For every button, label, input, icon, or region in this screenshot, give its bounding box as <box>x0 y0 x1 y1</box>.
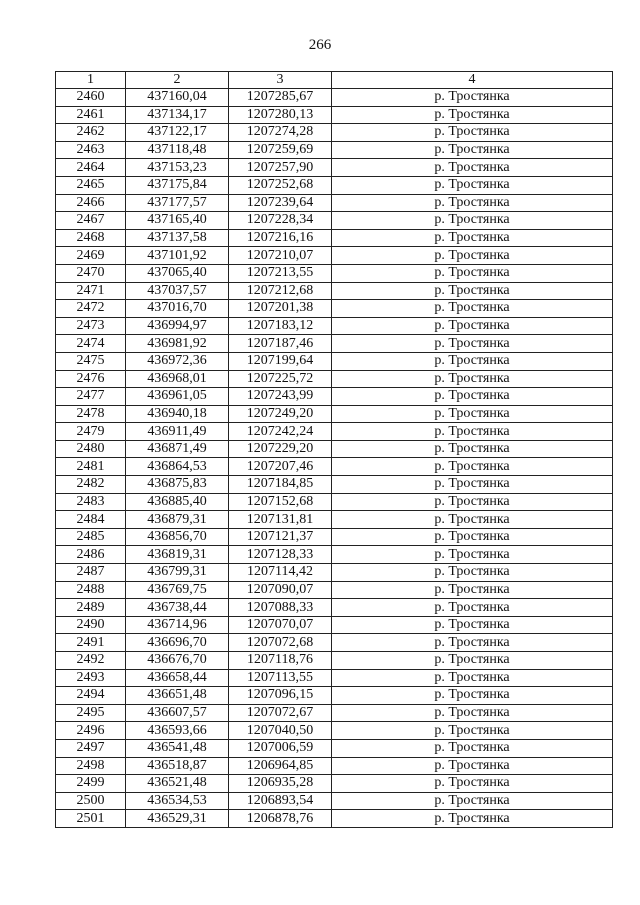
y-coordinate-cell: 1207239,64 <box>229 194 332 212</box>
table-row <box>56 440 613 458</box>
point-number-cell: 2482 <box>56 476 126 494</box>
point-number-cell: 2467 <box>56 212 126 230</box>
x-coordinate-cell: 436879,31 <box>126 511 229 529</box>
table-row <box>56 106 613 124</box>
description-cell: р. Тростянка <box>332 405 613 423</box>
point-number-cell: 2491 <box>56 634 126 652</box>
point-number-cell: 2499 <box>56 775 126 793</box>
description-cell: р. Тростянка <box>332 493 613 511</box>
y-coordinate-cell: 1207242,24 <box>229 423 332 441</box>
x-coordinate-cell: 436593,66 <box>126 722 229 740</box>
description-cell: р. Тростянка <box>332 810 613 828</box>
table-row <box>56 370 613 388</box>
description-cell: р. Тростянка <box>332 792 613 810</box>
table-body <box>56 89 613 828</box>
x-coordinate-cell: 437175,84 <box>126 176 229 194</box>
x-coordinate-cell: 436961,05 <box>126 388 229 406</box>
point-number-cell: 2472 <box>56 300 126 318</box>
description-cell: р. Тростянка <box>332 89 613 107</box>
description-cell: р. Тростянка <box>332 423 613 441</box>
table-row <box>56 335 613 353</box>
table-row <box>56 476 613 494</box>
x-coordinate-cell: 436607,57 <box>126 704 229 722</box>
description-cell: р. Тростянка <box>332 581 613 599</box>
point-number-cell: 2489 <box>56 599 126 617</box>
table-row <box>56 124 613 142</box>
description-cell: р. Тростянка <box>332 194 613 212</box>
table-row <box>56 229 613 247</box>
y-coordinate-cell: 1207207,46 <box>229 458 332 476</box>
y-coordinate-cell: 1207152,68 <box>229 493 332 511</box>
point-number-cell: 2468 <box>56 229 126 247</box>
table-header <box>56 72 613 89</box>
description-cell: р. Тростянка <box>332 722 613 740</box>
y-coordinate-cell: 1207252,68 <box>229 176 332 194</box>
x-coordinate-cell: 436529,31 <box>126 810 229 828</box>
page-number: 266 <box>308 37 332 53</box>
y-coordinate-cell: 1207199,64 <box>229 352 332 370</box>
y-coordinate-cell: 1207184,85 <box>229 476 332 494</box>
y-coordinate-cell: 1207243,99 <box>229 388 332 406</box>
point-number-cell: 2465 <box>56 176 126 194</box>
table-row <box>56 300 613 318</box>
description-cell: р. Тростянка <box>332 739 613 757</box>
description-cell: р. Тростянка <box>332 176 613 194</box>
point-number-cell: 2475 <box>56 352 126 370</box>
description-cell: р. Тростянка <box>332 141 613 159</box>
x-coordinate-cell: 437160,04 <box>126 89 229 107</box>
y-coordinate-cell: 1207187,46 <box>229 335 332 353</box>
header-cell-1: 1 <box>56 72 126 89</box>
table-row <box>56 493 613 511</box>
table-row <box>56 546 613 564</box>
x-coordinate-cell: 436885,40 <box>126 493 229 511</box>
y-coordinate-cell: 1207183,12 <box>229 317 332 335</box>
coordinates-table <box>55 71 613 828</box>
point-number-cell: 2469 <box>56 247 126 265</box>
point-number-cell: 2480 <box>56 440 126 458</box>
description-cell: р. Тростянка <box>332 757 613 775</box>
description-cell: р. Тростянка <box>332 212 613 230</box>
x-coordinate-cell: 436534,53 <box>126 792 229 810</box>
description-cell: р. Тростянка <box>332 388 613 406</box>
y-coordinate-cell: 1207257,90 <box>229 159 332 177</box>
y-coordinate-cell: 1207090,07 <box>229 581 332 599</box>
y-coordinate-cell: 1207213,55 <box>229 264 332 282</box>
description-cell: р. Тростянка <box>332 106 613 124</box>
point-number-cell: 2487 <box>56 564 126 582</box>
point-number-cell: 2479 <box>56 423 126 441</box>
x-coordinate-cell: 436981,92 <box>126 335 229 353</box>
y-coordinate-cell: 1207225,72 <box>229 370 332 388</box>
x-coordinate-cell: 437101,92 <box>126 247 229 265</box>
point-number-cell: 2494 <box>56 687 126 705</box>
y-coordinate-cell: 1207201,38 <box>229 300 332 318</box>
description-cell: р. Тростянка <box>332 476 613 494</box>
description-cell: р. Тростянка <box>332 282 613 300</box>
table-row <box>56 669 613 687</box>
x-coordinate-cell: 436676,70 <box>126 652 229 670</box>
point-number-cell: 2492 <box>56 652 126 670</box>
table-row <box>56 141 613 159</box>
point-number-cell: 2493 <box>56 669 126 687</box>
y-coordinate-cell: 1207210,07 <box>229 247 332 265</box>
table-row <box>56 264 613 282</box>
x-coordinate-cell: 437165,40 <box>126 212 229 230</box>
y-coordinate-cell: 1206935,28 <box>229 775 332 793</box>
description-cell: р. Тростянка <box>332 440 613 458</box>
y-coordinate-cell: 1206964,85 <box>229 757 332 775</box>
table-row <box>56 176 613 194</box>
x-coordinate-cell: 437118,48 <box>126 141 229 159</box>
table-row <box>56 405 613 423</box>
table-row <box>56 458 613 476</box>
point-number-cell: 2483 <box>56 493 126 511</box>
point-number-cell: 2471 <box>56 282 126 300</box>
header-row <box>56 72 613 89</box>
table-row <box>56 564 613 582</box>
y-coordinate-cell: 1207113,55 <box>229 669 332 687</box>
point-number-cell: 2495 <box>56 704 126 722</box>
table-row <box>56 810 613 828</box>
description-cell: р. Тростянка <box>332 669 613 687</box>
table-row <box>56 89 613 107</box>
y-coordinate-cell: 1207259,69 <box>229 141 332 159</box>
table-row <box>56 511 613 529</box>
x-coordinate-cell: 436871,49 <box>126 440 229 458</box>
table-row <box>56 212 613 230</box>
description-cell: р. Тростянка <box>332 528 613 546</box>
table-row <box>56 792 613 810</box>
table-row <box>56 722 613 740</box>
point-number-cell: 2466 <box>56 194 126 212</box>
table-row <box>56 581 613 599</box>
y-coordinate-cell: 1207118,76 <box>229 652 332 670</box>
y-coordinate-cell: 1207121,37 <box>229 528 332 546</box>
header-cell-3: 3 <box>229 72 332 89</box>
description-cell: р. Тростянка <box>332 229 613 247</box>
point-number-cell: 2500 <box>56 792 126 810</box>
y-coordinate-cell: 1207128,33 <box>229 546 332 564</box>
y-coordinate-cell: 1207228,34 <box>229 212 332 230</box>
point-number-cell: 2501 <box>56 810 126 828</box>
x-coordinate-cell: 437137,58 <box>126 229 229 247</box>
x-coordinate-cell: 436651,48 <box>126 687 229 705</box>
y-coordinate-cell: 1207229,20 <box>229 440 332 458</box>
x-coordinate-cell: 436968,01 <box>126 370 229 388</box>
x-coordinate-cell: 436518,87 <box>126 757 229 775</box>
y-coordinate-cell: 1207249,20 <box>229 405 332 423</box>
x-coordinate-cell: 436541,48 <box>126 739 229 757</box>
table-row <box>56 423 613 441</box>
description-cell: р. Тростянка <box>332 247 613 265</box>
y-coordinate-cell: 1207114,42 <box>229 564 332 582</box>
description-cell: р. Тростянка <box>332 335 613 353</box>
table-row <box>56 528 613 546</box>
description-cell: р. Тростянка <box>332 458 613 476</box>
table-row <box>56 352 613 370</box>
point-number-cell: 2474 <box>56 335 126 353</box>
y-coordinate-cell: 1207212,68 <box>229 282 332 300</box>
x-coordinate-cell: 436769,75 <box>126 581 229 599</box>
x-coordinate-cell: 436658,44 <box>126 669 229 687</box>
y-coordinate-cell: 1207070,07 <box>229 616 332 634</box>
table-row <box>56 704 613 722</box>
point-number-cell: 2470 <box>56 264 126 282</box>
table-row <box>56 652 613 670</box>
y-coordinate-cell: 1207216,16 <box>229 229 332 247</box>
x-coordinate-cell: 436696,70 <box>126 634 229 652</box>
point-number-cell: 2461 <box>56 106 126 124</box>
point-number-cell: 2496 <box>56 722 126 740</box>
table-row <box>56 388 613 406</box>
table-row <box>56 757 613 775</box>
y-coordinate-cell: 1207088,33 <box>229 599 332 617</box>
point-number-cell: 2490 <box>56 616 126 634</box>
table-row <box>56 247 613 265</box>
point-number-cell: 2498 <box>56 757 126 775</box>
y-coordinate-cell: 1207072,67 <box>229 704 332 722</box>
x-coordinate-cell: 436819,31 <box>126 546 229 564</box>
y-coordinate-cell: 1206878,76 <box>229 810 332 828</box>
y-coordinate-cell: 1207040,50 <box>229 722 332 740</box>
point-number-cell: 2486 <box>56 546 126 564</box>
table-row <box>56 616 613 634</box>
point-number-cell: 2485 <box>56 528 126 546</box>
point-number-cell: 2478 <box>56 405 126 423</box>
description-cell: р. Тростянка <box>332 704 613 722</box>
point-number-cell: 2462 <box>56 124 126 142</box>
table-row <box>56 282 613 300</box>
y-coordinate-cell: 1207096,15 <box>229 687 332 705</box>
x-coordinate-cell: 437177,57 <box>126 194 229 212</box>
y-coordinate-cell: 1207280,13 <box>229 106 332 124</box>
header-cell-2: 2 <box>126 72 229 89</box>
point-number-cell: 2460 <box>56 89 126 107</box>
description-cell: р. Тростянка <box>332 300 613 318</box>
description-cell: р. Тростянка <box>332 264 613 282</box>
y-coordinate-cell: 1207274,28 <box>229 124 332 142</box>
x-coordinate-cell: 436911,49 <box>126 423 229 441</box>
point-number-cell: 2477 <box>56 388 126 406</box>
y-coordinate-cell: 1206893,54 <box>229 792 332 810</box>
point-number-cell: 2497 <box>56 739 126 757</box>
table-row <box>56 159 613 177</box>
point-number-cell: 2463 <box>56 141 126 159</box>
description-cell: р. Тростянка <box>332 687 613 705</box>
description-cell: р. Тростянка <box>332 159 613 177</box>
description-cell: р. Тростянка <box>332 370 613 388</box>
point-number-cell: 2484 <box>56 511 126 529</box>
y-coordinate-cell: 1207131,81 <box>229 511 332 529</box>
point-number-cell: 2488 <box>56 581 126 599</box>
point-number-cell: 2464 <box>56 159 126 177</box>
y-coordinate-cell: 1207285,67 <box>229 89 332 107</box>
description-cell: р. Тростянка <box>332 511 613 529</box>
description-cell: р. Тростянка <box>332 599 613 617</box>
x-coordinate-cell: 436972,36 <box>126 352 229 370</box>
y-coordinate-cell: 1207006,59 <box>229 739 332 757</box>
point-number-cell: 2476 <box>56 370 126 388</box>
description-cell: р. Тростянка <box>332 634 613 652</box>
description-cell: р. Тростянка <box>332 652 613 670</box>
description-cell: р. Тростянка <box>332 352 613 370</box>
table-row <box>56 317 613 335</box>
header-cell-4: 4 <box>332 72 613 89</box>
table-row <box>56 599 613 617</box>
description-cell: р. Тростянка <box>332 775 613 793</box>
point-number-cell: 2481 <box>56 458 126 476</box>
table-row <box>56 194 613 212</box>
x-coordinate-cell: 437037,57 <box>126 282 229 300</box>
x-coordinate-cell: 437065,40 <box>126 264 229 282</box>
point-number-cell: 2473 <box>56 317 126 335</box>
x-coordinate-cell: 436940,18 <box>126 405 229 423</box>
x-coordinate-cell: 437016,70 <box>126 300 229 318</box>
x-coordinate-cell: 436994,97 <box>126 317 229 335</box>
x-coordinate-cell: 436738,44 <box>126 599 229 617</box>
x-coordinate-cell: 436856,70 <box>126 528 229 546</box>
x-coordinate-cell: 436714,96 <box>126 616 229 634</box>
x-coordinate-cell: 437134,17 <box>126 106 229 124</box>
y-coordinate-cell: 1207072,68 <box>229 634 332 652</box>
table-row <box>56 739 613 757</box>
description-cell: р. Тростянка <box>332 564 613 582</box>
table-row <box>56 634 613 652</box>
description-cell: р. Тростянка <box>332 124 613 142</box>
table-row <box>56 775 613 793</box>
x-coordinate-cell: 436864,53 <box>126 458 229 476</box>
description-cell: р. Тростянка <box>332 616 613 634</box>
description-cell: р. Тростянка <box>332 546 613 564</box>
description-cell: р. Тростянка <box>332 317 613 335</box>
x-coordinate-cell: 436521,48 <box>126 775 229 793</box>
x-coordinate-cell: 436799,31 <box>126 564 229 582</box>
table-row <box>56 687 613 705</box>
x-coordinate-cell: 437122,17 <box>126 124 229 142</box>
x-coordinate-cell: 436875,83 <box>126 476 229 494</box>
x-coordinate-cell: 437153,23 <box>126 159 229 177</box>
